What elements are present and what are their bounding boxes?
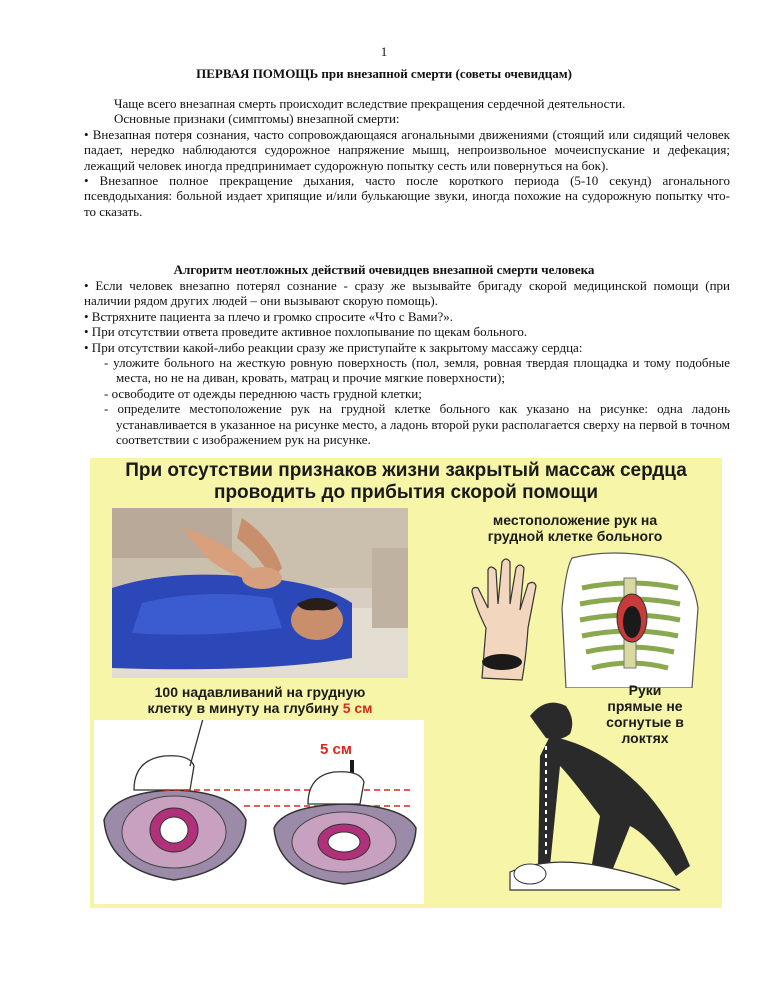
page-number: 1 <box>380 44 388 59</box>
algorithm-step-3: • При отсутствии ответа проведите активное похлопывание по щекам больного. <box>84 324 528 340</box>
hands-location-illustration <box>462 548 710 688</box>
compression-diagram <box>94 720 424 904</box>
algorithm-heading: Алгоритм неотложных действий очевидцев внезапной смерти человека <box>173 262 595 277</box>
intro-line-1: Чаще всего внезапная смерть происходит вследствие прекращения сердечной деятельности. <box>114 96 626 111</box>
arms-caption-line-1: Руки <box>628 682 662 698</box>
hands-location-caption <box>440 512 710 544</box>
page-title: ПЕРВАЯ ПОМОЩЬ при внезапной смерти (советы очевидцам) <box>196 66 572 81</box>
symptom-bullet-2: • Внезапное полное прекращение дыхания, часто после короткого периода (5-10 секунд) агонального псевдодыхания: больной издает хрипящие и/или булькающие звуки, иногда похожие на судорожную попытку что-то сказать. <box>84 173 730 219</box>
hands-caption-line-1: местоположение рук на <box>492 512 658 528</box>
intro-section <box>84 96 730 219</box>
arms-caption-line-3: согнутые в <box>606 714 684 730</box>
compression-depth-label: 5 см <box>342 700 373 716</box>
algorithm-step-4: • При отсутствии какой-либо реакции сразу же приступайте к закрытому массажу сердца: <box>84 339 583 355</box>
depth-5cm-label: 5 см <box>320 741 352 758</box>
algorithm-substep-3: - определите местоположение рук на грудной клетке больного как указано на рисунке: одна ладонь устанавливается в указанное на рисунке место, а ладонь второй руки располагается сверху на первой в точном соответствии с изображением рук на рисунке. <box>104 401 730 448</box>
algorithm-substep-2: - освободите от одежды переднюю часть грудной клетки; <box>104 385 422 401</box>
algorithm-substep-1: - уложите больного на жесткую ровную поверхность (пол, земля, ровная твердая площадка и тому подобные места, но не на диван, кровать, матрац и прочие мягкие поверхности); <box>104 355 730 386</box>
arms-caption-line-4: локтях <box>621 730 669 746</box>
infographic-title-line-1: При отсутствии признаков жизни закрытый массаж сердца <box>125 460 687 481</box>
compression-caption-line-1: 100 надавливаний на грудную <box>154 684 366 700</box>
infographic-title <box>90 460 722 504</box>
arms-caption-line-2: прямые не <box>607 698 683 714</box>
cpr-photo <box>112 508 408 678</box>
symptom-bullet-1: • Внезапная потеря сознания, часто сопровождающаяся агональными движениями (стоящий или сидящий человек падает, нередко наблюдаются судорожное напряжение мышц, непроизвольное мочеиспускание и дефекация; лежащий человек иногда предпринимает судорожную попытку сесть или повернуться на бок). <box>84 126 730 173</box>
arms-caption <box>570 682 720 746</box>
cpr-infographic <box>90 458 722 908</box>
algorithm-step-2: • Встряхните пациента за плечо и громко спросите «Что с Вами?». <box>84 308 454 324</box>
intro-line-2: Основные признаки (симптомы) внезапной смерти: <box>114 111 400 127</box>
compression-caption-line-2-text: клетку в минуту на глубину <box>147 700 339 716</box>
hands-caption-line-2: грудной клетке больного <box>487 528 663 544</box>
cpr-photo-illustration <box>112 508 408 678</box>
algorithm-step-1: • Если человек внезапно потерял сознание - сразу же вызывайте бригаду скорой медицинской помощи (при наличии рядом других людей – они вызывают скорую помощь). <box>84 278 730 309</box>
compression-caption-line-2 <box>112 700 408 716</box>
infographic-title-line-2: проводить до прибытия скорой помощи <box>213 482 599 503</box>
compression-caption <box>112 684 408 716</box>
algorithm-section <box>84 278 730 447</box>
